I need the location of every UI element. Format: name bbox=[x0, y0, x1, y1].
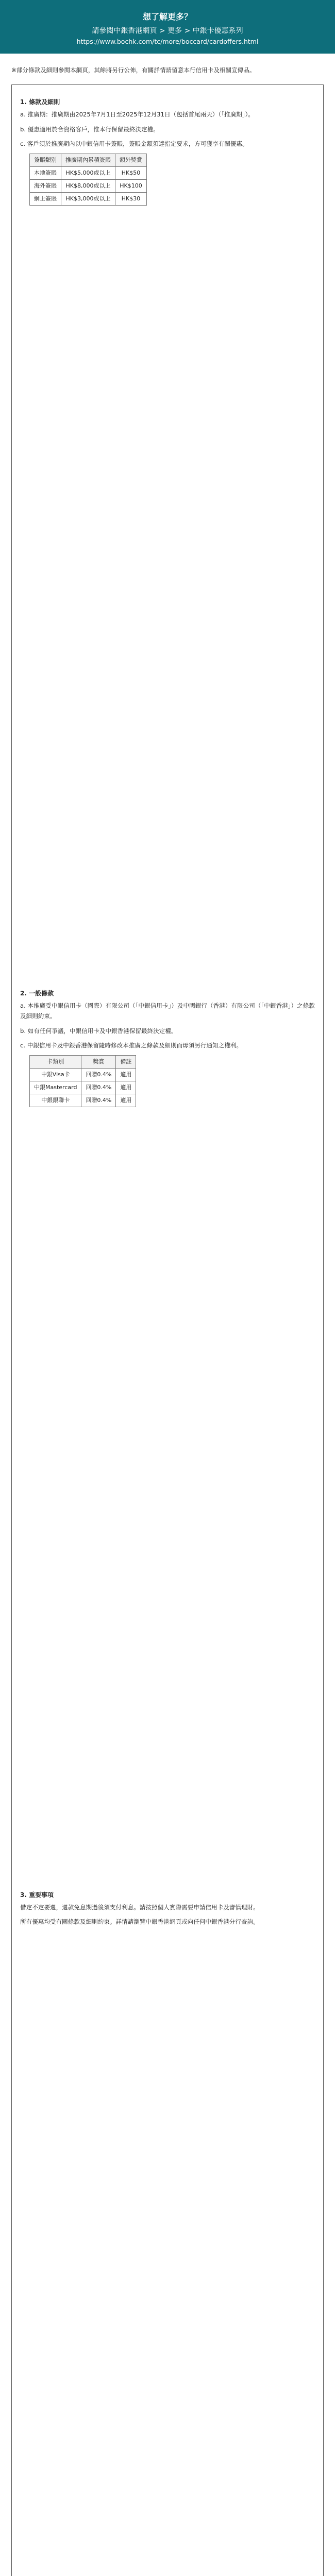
table-cell: 中銀Mastercard bbox=[30, 1081, 81, 1094]
table-cell: HK$30 bbox=[115, 192, 147, 205]
section-1-p3: c. 客戶須於推廣期內以中銀信用卡簽賬，簽賬金額須達指定要求，方可獲享有關優惠。 bbox=[20, 140, 248, 147]
terms-body-continued bbox=[20, 1931, 315, 2576]
table-cell: 中銀Visa卡 bbox=[30, 1068, 81, 1081]
banner-title: 想了解更多？ bbox=[142, 12, 192, 22]
section-1-p1: a. 推廣期：推廣期由2025年7月1日至2025年12月31日（包括首尾兩天）（「推廣期」）。 bbox=[20, 111, 254, 118]
terms-box bbox=[11, 84, 324, 2576]
section-3-p2: 所有優惠均受有關條款及細則約束。詳情請瀏覽中銀香港網頁或向任何中銀香港分行查詢。 bbox=[20, 1918, 259, 1925]
table-row bbox=[30, 166, 147, 179]
table-header: 備註 bbox=[116, 1055, 136, 1068]
table-cell: HK$5,000或以上 bbox=[61, 166, 115, 179]
table-cell: 中銀銀聯卡 bbox=[30, 1094, 81, 1107]
table-cell: 本地簽賬 bbox=[30, 166, 61, 179]
table-header-row bbox=[30, 1055, 136, 1068]
table-row bbox=[30, 192, 147, 205]
table-cell: HK$50 bbox=[115, 166, 147, 179]
header-banner bbox=[0, 0, 335, 54]
table-cell: 回贈0.4% bbox=[81, 1068, 116, 1081]
table-header-row bbox=[30, 154, 147, 166]
section-2-p2: b. 如有任何爭議，中銀信用卡及中銀香港保留最終決定權。 bbox=[20, 1027, 177, 1035]
intro-note: ※部分條款及細則參閱本網頁，其餘將另行公佈，有關詳情請留意本行信用卡及相關宣傳品。 bbox=[11, 66, 256, 74]
table-cell: 回贈0.4% bbox=[81, 1094, 116, 1107]
table-row bbox=[30, 1068, 136, 1081]
spending-table bbox=[29, 154, 147, 206]
table-cell: HK$100 bbox=[115, 179, 147, 192]
table-cell: 海外簽賬 bbox=[30, 179, 61, 192]
table-cell: 網上簽賬 bbox=[30, 192, 61, 205]
content bbox=[0, 54, 335, 2576]
table-cell: 適用 bbox=[116, 1094, 136, 1107]
table-header: 簽賬類別 bbox=[30, 154, 61, 166]
table-cell: HK$8,000或以上 bbox=[61, 179, 115, 192]
section-2-p1: a. 本推廣受中銀信用卡（國際）有限公司（「中銀信用卡」）及中國銀行（香港）有限公司（「中銀香港」）之條款及細則約束。 bbox=[20, 1002, 315, 1020]
table-header: 獎賞 bbox=[81, 1055, 116, 1068]
banner-url[interactable]: https://www.bochk.com/tc/more/boccard/cardoffers.html bbox=[76, 38, 259, 45]
table-header: 額外獎賞 bbox=[115, 154, 147, 166]
terms-body-continued bbox=[20, 211, 315, 984]
banner-subtitle: 請參閱中銀香港網頁 > 更多 > 中銀卡優惠系列 bbox=[92, 27, 243, 35]
table-row bbox=[30, 1094, 136, 1107]
section-2-heading: 2. 一般條款 bbox=[20, 989, 54, 997]
table-row bbox=[30, 179, 147, 192]
table-header: 卡類別 bbox=[30, 1055, 81, 1068]
terms-body-continued bbox=[20, 1112, 315, 1885]
section-3-p1: 借定不定要還，還款免息期過後須支付利息。請按照個人實際需要申請信用卡及審慎理財。 bbox=[20, 1903, 259, 1911]
section-1-p2: b. 優惠適用於合資格客戶，惟本行保留最終決定權。 bbox=[20, 125, 159, 133]
section-1-heading: 1. 條款及細則 bbox=[20, 98, 60, 106]
section-3-heading: 3. 重要事項 bbox=[20, 1891, 54, 1899]
table-header: 推廣期內累積簽賬 bbox=[61, 154, 115, 166]
table-cell: 適用 bbox=[116, 1068, 136, 1081]
table-cell: 回贈0.4% bbox=[81, 1081, 116, 1094]
section-2-p3: c. 中銀信用卡及中銀香港保留隨時修改本推廣之條款及細則而毋須另行通知之權利。 bbox=[20, 1042, 243, 1049]
table-cell: HK$3,000或以上 bbox=[61, 192, 115, 205]
table-row bbox=[30, 1081, 136, 1094]
card-table bbox=[29, 1055, 136, 1107]
table-cell: 適用 bbox=[116, 1081, 136, 1094]
